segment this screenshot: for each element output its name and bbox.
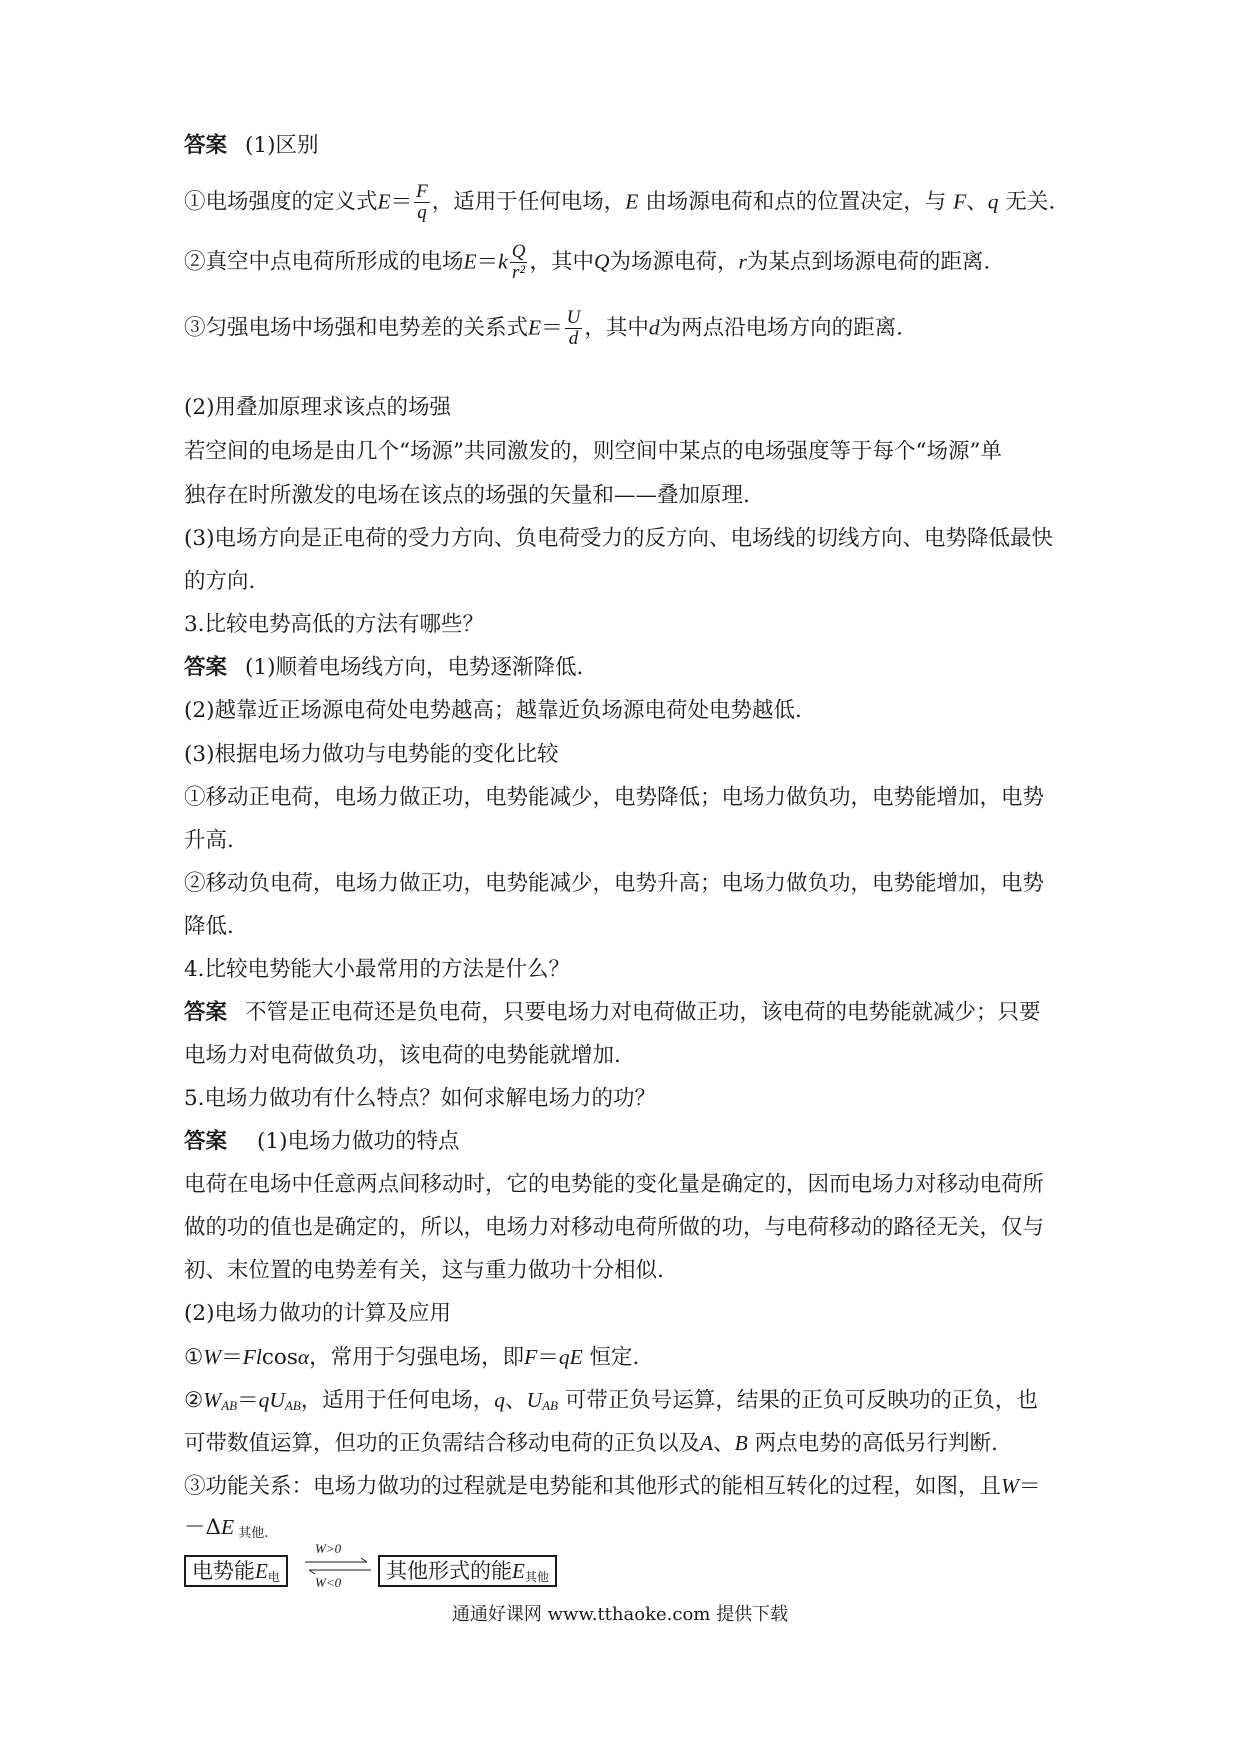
var-q: q: [494, 1388, 506, 1412]
page-footer: 通通好课网 www.tthaoke.com 提供下载: [451, 1604, 789, 1625]
answer-line: [184, 998, 1064, 1028]
text-span: 无关.: [998, 189, 1056, 215]
var-Q: Q: [593, 249, 610, 274]
var-E: E: [463, 249, 477, 274]
subscript-AB: AB: [284, 1398, 301, 1413]
fraction-U-over-d: [565, 308, 583, 349]
text-span: 、: [505, 1388, 527, 1413]
fraction-denominator: q: [417, 202, 427, 223]
paragraph-line: ②移动负电荷，电场力做正功，电势能减少，电势升高；电场力做负功，电势能增加，电势: [184, 871, 1045, 896]
answer-label: 答案: [184, 133, 228, 158]
text-span: ＝: [1018, 1474, 1041, 1499]
cos: cos: [261, 1345, 298, 1370]
var-A: A: [700, 1431, 714, 1455]
var-W: W: [203, 1345, 222, 1369]
equals: ＝: [537, 1345, 559, 1370]
text-span: 可带数值运算，但功的正负需结合移动电荷的正负以及: [184, 1431, 701, 1456]
answer-line-1: [184, 131, 1064, 161]
text-span: 为两点沿电场方向的距离.: [659, 315, 904, 341]
subscript-other: 其他: [524, 1570, 549, 1584]
var-q: q: [258, 1388, 270, 1412]
box-label: 电势能: [192, 1559, 255, 1583]
text-span: 、: [713, 1431, 735, 1456]
fraction-denominator: r²: [512, 262, 526, 283]
var-E: E: [221, 1515, 235, 1539]
subscript-electric: 电: [267, 1570, 280, 1584]
subscript-AB: AB: [542, 1398, 558, 1413]
var-k: k: [498, 249, 508, 274]
paragraph-line: (2)电场力做功的计算及应用: [184, 1301, 451, 1326]
paragraph-line: (2)用叠加原理求该点的场强: [184, 395, 451, 420]
equals: ＝: [221, 1345, 243, 1370]
fraction-denominator: d: [568, 328, 579, 349]
arrow-label-positive: W>0: [315, 1541, 342, 1556]
text-span: ，适用于任何电场，: [300, 1388, 495, 1413]
var-U: U: [526, 1388, 543, 1412]
other-energy-box: [378, 1555, 557, 1587]
formula-line-point-charge: [184, 242, 1064, 283]
answer-text: (1)电场力做功的特点: [257, 1129, 460, 1154]
var-E: E: [255, 1559, 268, 1583]
var-Fl: Fl: [242, 1345, 262, 1369]
var-U: U: [269, 1388, 285, 1412]
answer-text: 不管是正电荷还是负电荷，只要电场力对电荷做正功，该电荷的电势能就减少；只要: [245, 1000, 1041, 1025]
text-span: ②: [184, 1388, 204, 1413]
equals: ＝: [476, 249, 499, 275]
var-F: F: [524, 1345, 538, 1369]
text-span: ③功能关系：电场力做功的过程就是电势能和其他形式的能相互转化的过程，如图，且: [184, 1474, 1002, 1499]
equals: ＝: [390, 189, 413, 215]
text-span: 为某点到场源电荷的距离.: [746, 249, 991, 275]
fraction-numerator: U: [566, 307, 581, 328]
formula-line-work: [184, 1342, 1064, 1373]
answer-label: 答案: [184, 655, 228, 680]
paragraph-line: 若空间的电场是由几个“场源”共同激发的，则空间中某点的电场强度等于每个“场源”单: [184, 439, 1002, 464]
question-heading: 5.电场力做功有什么特点？如何求解电场力的功？: [184, 1086, 657, 1111]
box-label: 其他形式的能: [386, 1559, 512, 1583]
answer-text: (1)区别: [245, 133, 319, 158]
paragraph-line: 做的功的值也是确定的，所以，电场力对移动电荷所做的功，与电荷移动的路径无关，仅与: [184, 1215, 1045, 1240]
answer-line: [184, 1127, 1064, 1157]
answer-line: [184, 653, 1064, 683]
text-span: ，适用于任何电场，: [431, 189, 626, 215]
answer-label: 答案: [184, 1129, 228, 1154]
text-span: 可带正负号运算，结果的正负可反映功的正负，也: [557, 1388, 1038, 1413]
var-E: E: [528, 315, 542, 340]
fraction-F-over-q: [414, 182, 430, 223]
text-span: ，其中: [584, 315, 649, 341]
paragraph-line: 升高.: [184, 828, 234, 853]
equals: ＝: [541, 315, 563, 341]
double-arrow-icon: [303, 1556, 373, 1576]
var-W: W: [203, 1388, 222, 1412]
text-span: －Δ: [184, 1515, 222, 1540]
potential-energy-box: [184, 1555, 288, 1587]
var-E: E: [512, 1559, 525, 1583]
paragraph-line: (3)电场方向是正电荷的受力方向、负电荷受力的反方向、电场线的切线方向、电势降低最快: [184, 526, 1053, 551]
text-span: ①电场强度的定义式: [184, 189, 378, 215]
var-q: q: [987, 189, 999, 214]
text-span: 两点电势的高低另行判断.: [747, 1431, 998, 1456]
subscript-AB: AB: [221, 1398, 238, 1413]
paragraph-line: 电荷在电场中任意两点间移动时，它的电势能的变化量是确定的，因而电场力对移动电荷所: [184, 1172, 1045, 1197]
formula-line-work-ab: [184, 1385, 1064, 1421]
text-span: ③匀强电场中场强和电势差的关系式: [184, 315, 529, 341]
answer-label: 答案: [184, 1000, 228, 1025]
text-span: ②真空中点电荷所形成的电场: [184, 249, 464, 275]
text-span: 恒定.: [582, 1345, 640, 1370]
var-W: W: [1001, 1474, 1019, 1498]
text-span: ①: [184, 1345, 204, 1370]
subscript-other: 其他.: [234, 1526, 269, 1541]
equals: ＝: [237, 1388, 259, 1413]
var-B: B: [734, 1431, 748, 1455]
fraction-numerator: F: [416, 181, 428, 202]
question-heading: 3.比较电势高低的方法有哪些？: [184, 612, 485, 637]
energy-conversion-diagram: [184, 1541, 804, 1591]
text-span: ，其中: [529, 249, 594, 275]
paragraph-line: 降低.: [184, 914, 234, 939]
formula-line-uniform-field: [184, 308, 1064, 349]
arrow-label-negative: W<0: [315, 1575, 342, 1590]
paragraph-line: 独存在时所激发的电场在该点的场强的矢量和——叠加原理.: [184, 483, 750, 508]
conversion-arrows: [301, 1541, 373, 1591]
var-E: E: [625, 189, 639, 214]
var-r: r: [738, 249, 747, 274]
var-E: E: [569, 1345, 583, 1369]
question-heading: 4.比较电势能大小最常用的方法是什么？: [184, 957, 571, 982]
paragraph-line: [184, 1471, 1064, 1502]
text-span: 、: [966, 189, 988, 215]
fraction-numerator: Q: [511, 241, 526, 262]
fraction-Q-over-r2: [510, 242, 528, 283]
paragraph-line: 电场力对电荷做负功，该电荷的电势能就增加.: [184, 1043, 621, 1068]
paragraph-line: 初、末位置的电势差有关，这与重力做功十分相似.: [184, 1258, 664, 1283]
var-d: d: [648, 315, 660, 340]
paragraph-line: (2)越靠近正场源电荷处电势越高；越靠近负场源电荷处电势越低.: [184, 698, 802, 723]
answer-text: (1)顺着电场线方向，电势逐渐降低.: [245, 655, 584, 680]
paragraph-line: [184, 1428, 1064, 1459]
var-F: F: [953, 189, 967, 214]
paragraph-line: ①移动正电荷，电场力做正功，电势能减少，电势降低；电场力做负功，电势能增加，电势: [184, 785, 1045, 810]
text-span: 为场源电荷，: [609, 249, 739, 275]
text-span: ，常用于匀强电场，即: [309, 1345, 525, 1370]
text-span: 由场源电荷和点的位置决定，与: [638, 189, 954, 215]
formula-line-definition: [184, 182, 1064, 223]
var-alpha: α: [297, 1345, 310, 1369]
var-E: E: [377, 189, 391, 214]
paragraph-line: (3)根据电场力做功与电势能的变化比较: [184, 742, 559, 767]
paragraph-line: 的方向.: [184, 569, 256, 594]
var-q: q: [558, 1345, 570, 1369]
